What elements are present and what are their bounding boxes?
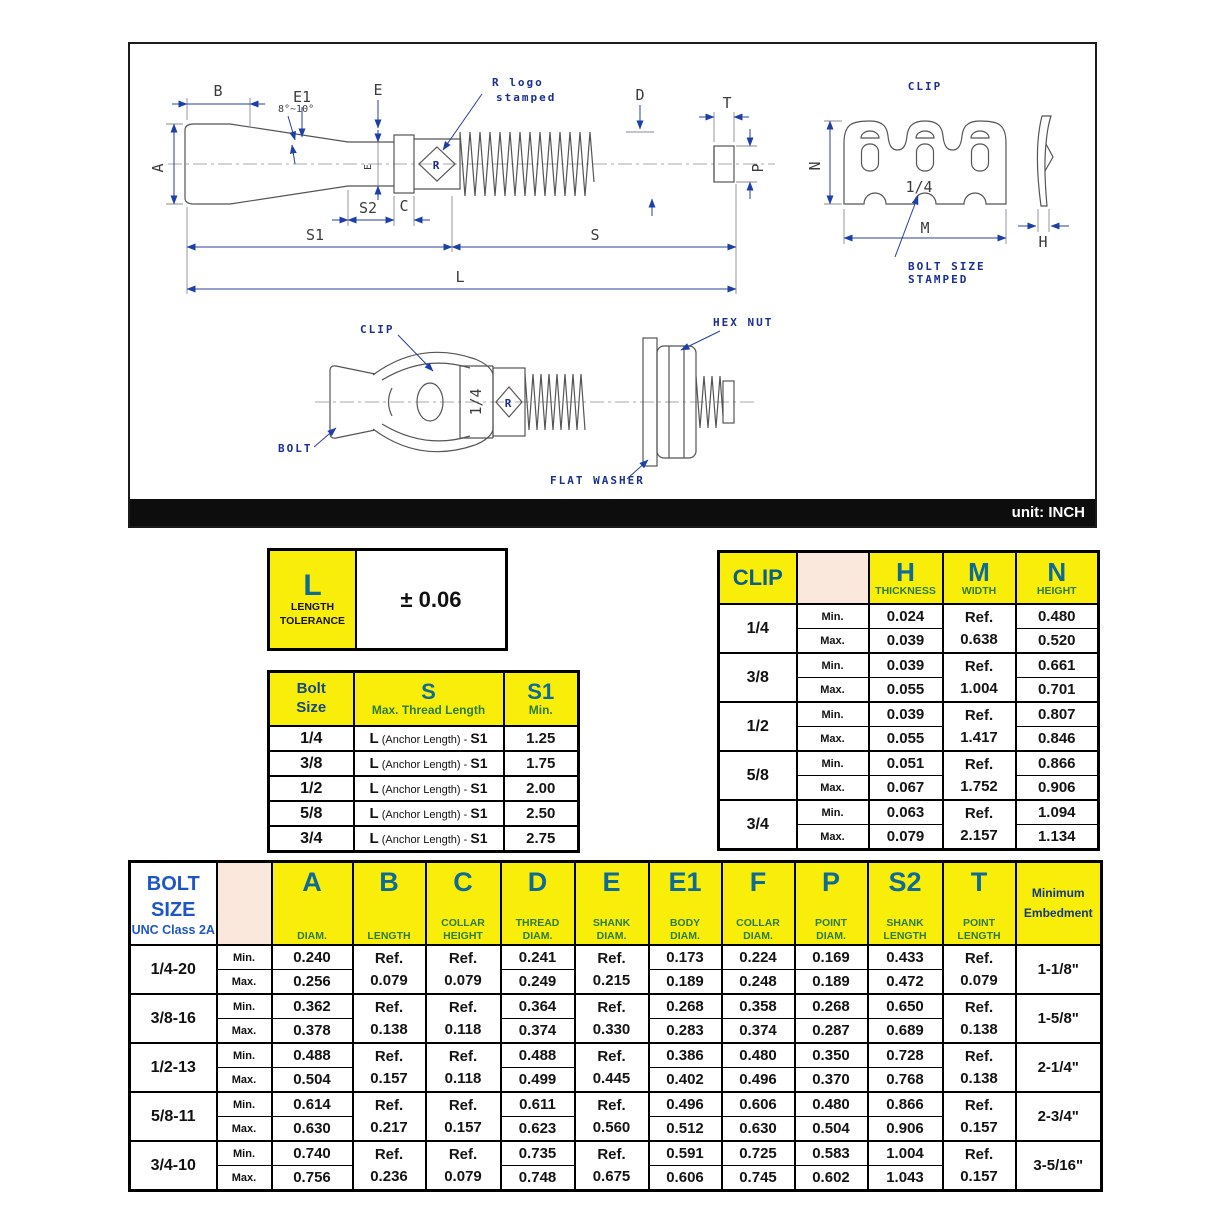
t-ref: Ref. 0.157	[943, 1092, 1016, 1141]
p-min: 0.480	[795, 1092, 868, 1117]
bolt-profile-drawing	[168, 124, 775, 204]
unit-bar	[130, 499, 1095, 526]
clip-table-title-cell: CLIP	[719, 552, 797, 605]
f-max: 0.630	[722, 1117, 795, 1142]
n-max: 0.906	[1016, 776, 1099, 801]
s2-min: 0.433	[868, 945, 943, 970]
a-max: 0.756	[272, 1166, 353, 1191]
tolerance-label-line2: TOLERANCE	[279, 614, 346, 627]
dim-S2: S2	[358, 199, 378, 217]
dim-angle: 8°~10°	[278, 104, 315, 115]
table-row	[269, 776, 579, 801]
n-min: 0.661	[1016, 653, 1099, 678]
max-label: Max.	[217, 970, 272, 995]
clip-size-cell: 1/4	[719, 604, 797, 653]
e1-max: 0.283	[649, 1019, 722, 1044]
s2-max: 0.768	[868, 1068, 943, 1093]
n-min: 0.807	[1016, 702, 1099, 727]
col-P-header: P POINT DIAM.	[795, 862, 868, 946]
a-min: 0.362	[272, 994, 353, 1019]
main-title-cell: BOLT SIZE UNC Class 2A	[130, 862, 217, 946]
bolt-size-cell: 3/4	[269, 826, 354, 852]
dim-E-rotated: E	[363, 163, 374, 171]
max-label: Max.	[797, 629, 869, 654]
dim-E: E	[373, 81, 383, 99]
h-min: 0.063	[869, 800, 943, 825]
table-row	[719, 702, 1099, 727]
b-ref: Ref. 0.079	[353, 945, 426, 994]
blank-cell	[217, 862, 272, 946]
s2-max: 0.472	[868, 970, 943, 995]
f-min: 0.480	[722, 1043, 795, 1068]
a-max: 0.630	[272, 1117, 353, 1142]
callout-clip: CLIP	[360, 323, 395, 336]
callout-flat-washer: FLAT WASHER	[550, 474, 645, 487]
s1-min-cell: 1.75	[504, 751, 579, 776]
n-max: 0.520	[1016, 629, 1099, 654]
col-D-header: D THREAD DIAM.	[501, 862, 575, 946]
s1-min-cell: 2.50	[504, 801, 579, 826]
table-row	[130, 1141, 1102, 1166]
c-ref: Ref. 0.118	[426, 1043, 501, 1092]
clip-size-cell: 1/2	[719, 702, 797, 751]
r-logo-callout-line2: stamped	[496, 91, 557, 104]
c-ref: Ref. 0.079	[426, 945, 501, 994]
min-label: Min.	[217, 994, 272, 1019]
s2-max: 0.906	[868, 1117, 943, 1142]
f-min: 0.606	[722, 1092, 795, 1117]
bolt-dimensions	[149, 76, 767, 294]
blank-cell	[797, 552, 869, 605]
d-min: 0.735	[501, 1141, 575, 1166]
p-max: 0.189	[795, 970, 868, 995]
s2-max: 1.043	[868, 1166, 943, 1191]
formula-cell: L (Anchor Length) - S1	[354, 776, 504, 801]
s2-min: 0.650	[868, 994, 943, 1019]
d-min: 0.611	[501, 1092, 575, 1117]
p-min: 0.169	[795, 945, 868, 970]
min-label: Min.	[217, 945, 272, 970]
bolt-size-cell: 1/4	[269, 726, 354, 751]
b-ref: Ref. 0.217	[353, 1092, 426, 1141]
min-label: Min.	[217, 1092, 272, 1117]
min-label: Min.	[797, 800, 869, 825]
p-max: 0.287	[795, 1019, 868, 1044]
r-logo-glyph: R	[432, 159, 442, 172]
dim-S1: S1	[305, 226, 325, 244]
f-min: 0.725	[722, 1141, 795, 1166]
table-row	[130, 994, 1102, 1019]
p-max: 0.504	[795, 1117, 868, 1142]
embedment-cell: 2-3/4"	[1016, 1092, 1102, 1141]
n-min: 0.866	[1016, 751, 1099, 776]
anchor-technical-drawing	[130, 44, 1095, 499]
n-max: 1.134	[1016, 825, 1099, 850]
n-max: 0.846	[1016, 727, 1099, 752]
h-max: 0.079	[869, 825, 943, 850]
n-min: 1.094	[1016, 800, 1099, 825]
dim-N: N	[806, 161, 824, 171]
dim-D: D	[635, 86, 645, 104]
p-min: 0.350	[795, 1043, 868, 1068]
e1-min: 0.591	[649, 1141, 722, 1166]
t-ref: Ref. 0.138	[943, 994, 1016, 1043]
min-label: Min.	[797, 653, 869, 678]
f-min: 0.224	[722, 945, 795, 970]
col-E1-header: E1 BODY DIAM.	[649, 862, 722, 946]
e-ref: Ref. 0.215	[575, 945, 649, 994]
min-label: Min.	[797, 751, 869, 776]
min-label: Min.	[217, 1141, 272, 1166]
d-max: 0.249	[501, 970, 575, 995]
clip-size-cell: 3/8	[719, 653, 797, 702]
bolt-size-stamped-line2: STAMPED	[908, 273, 969, 286]
max-label: Max.	[797, 825, 869, 850]
assembly-r-glyph: R	[504, 397, 514, 410]
e1-max: 0.512	[649, 1117, 722, 1142]
d-min: 0.488	[501, 1043, 575, 1068]
s1-min-cell: 2.00	[504, 776, 579, 801]
col-A-header: A DIAM.	[272, 862, 353, 946]
bolt-size-cell: 3/4-10	[130, 1141, 217, 1191]
h-min: 0.051	[869, 751, 943, 776]
formula-cell: L (Anchor Length) - S1	[354, 826, 504, 852]
t-ref: Ref. 0.157	[943, 1141, 1016, 1191]
max-label: Max.	[217, 1117, 272, 1142]
table-row	[130, 1092, 1102, 1117]
embedment-cell: 2-1/4"	[1016, 1043, 1102, 1092]
e-ref: Ref. 0.675	[575, 1141, 649, 1191]
dim-S: S	[590, 226, 600, 244]
h-max: 0.055	[869, 727, 943, 752]
m-ref: Ref. 1.752	[943, 751, 1016, 800]
unit-label: unit: INCH	[1011, 504, 1085, 521]
clip-detail-drawing	[806, 80, 1069, 286]
tolerance-header-cell	[269, 550, 357, 650]
h-min: 0.039	[869, 702, 943, 727]
bolt-size-cell: 1/2	[269, 776, 354, 801]
s2-min: 1.004	[868, 1141, 943, 1166]
table-row	[719, 751, 1099, 776]
c-ref: Ref. 0.118	[426, 994, 501, 1043]
f-max: 0.745	[722, 1166, 795, 1191]
tolerance-letter: L	[303, 569, 322, 603]
e1-min: 0.268	[649, 994, 722, 1019]
bolt-size-cell: 5/8	[269, 801, 354, 826]
dim-C: C	[399, 197, 409, 215]
dim-H: H	[1038, 233, 1048, 251]
thread-col1-header: Bolt Size	[269, 672, 354, 727]
clip-size-cell: 5/8	[719, 751, 797, 800]
table-row	[719, 800, 1099, 825]
a-min: 0.740	[272, 1141, 353, 1166]
m-ref: Ref. 2.157	[943, 800, 1016, 850]
p-min: 0.583	[795, 1141, 868, 1166]
formula-cell: L (Anchor Length) - S1	[354, 751, 504, 776]
t-ref: Ref. 0.079	[943, 945, 1016, 994]
dim-M: M	[920, 219, 930, 237]
min-label: Min.	[797, 604, 869, 629]
a-min: 0.614	[272, 1092, 353, 1117]
h-min: 0.024	[869, 604, 943, 629]
p-min: 0.268	[795, 994, 868, 1019]
table-row	[130, 1043, 1102, 1068]
e1-max: 0.189	[649, 970, 722, 995]
clip-col-h-header: H THICKNESS	[869, 552, 943, 605]
h-max: 0.067	[869, 776, 943, 801]
t-ref: Ref. 0.138	[943, 1043, 1016, 1092]
r-logo-callout-line1: R logo	[492, 76, 544, 89]
c-ref: Ref. 0.079	[426, 1141, 501, 1191]
col-E-header: E SHANK DIAM.	[575, 862, 649, 946]
a-min: 0.488	[272, 1043, 353, 1068]
d-max: 0.499	[501, 1068, 575, 1093]
bolt-size-cell: 1/2-13	[130, 1043, 217, 1092]
max-label: Max.	[797, 678, 869, 703]
length-tolerance-table	[267, 548, 508, 651]
s2-min: 0.728	[868, 1043, 943, 1068]
c-ref: Ref. 0.157	[426, 1092, 501, 1141]
bolt-size-cell: 5/8-11	[130, 1092, 217, 1141]
dim-E1: E1	[292, 88, 312, 106]
assembly-stamp-size: 1/4	[467, 388, 485, 416]
f-max: 0.496	[722, 1068, 795, 1093]
tolerance-label-line1: LENGTH	[290, 601, 335, 614]
max-label: Max.	[217, 1068, 272, 1093]
col-C-header: C COLLAR HEIGHT	[426, 862, 501, 946]
callout-bolt: BOLT	[278, 442, 313, 455]
f-max: 0.248	[722, 970, 795, 995]
b-ref: Ref. 0.138	[353, 994, 426, 1043]
tolerance-value: ± 0.06	[400, 586, 462, 612]
tolerance-value-cell	[356, 550, 507, 650]
bolt-size-cell: 3/8	[269, 751, 354, 776]
e1-min: 0.386	[649, 1043, 722, 1068]
e-ref: Ref. 0.445	[575, 1043, 649, 1092]
h-max: 0.055	[869, 678, 943, 703]
clip-col-m-header: M WIDTH	[943, 552, 1016, 605]
table-row	[269, 726, 579, 751]
col-T-header: T POINT LENGTH	[943, 862, 1016, 946]
table-row	[269, 826, 579, 852]
bolt-dimensions-table	[128, 860, 1103, 1192]
e1-min: 0.173	[649, 945, 722, 970]
thread-length-table	[267, 670, 580, 853]
f-max: 0.374	[722, 1019, 795, 1044]
table-row	[719, 604, 1099, 629]
s1-min-cell: 2.75	[504, 826, 579, 852]
a-max: 0.378	[272, 1019, 353, 1044]
bolt-size-stamped-line1: BOLT SIZE	[908, 260, 986, 273]
f-min: 0.358	[722, 994, 795, 1019]
bolt-size-cell: 1/4-20	[130, 945, 217, 994]
dim-P: P	[749, 163, 767, 173]
clip-col-n-header: N HEIGHT	[1016, 552, 1099, 605]
d-max: 0.623	[501, 1117, 575, 1142]
n-max: 0.701	[1016, 678, 1099, 703]
dim-T: T	[722, 94, 732, 112]
a-max: 0.504	[272, 1068, 353, 1093]
s2-max: 0.689	[868, 1019, 943, 1044]
d-min: 0.364	[501, 994, 575, 1019]
max-label: Max.	[217, 1019, 272, 1044]
clip-size-cell: 3/4	[719, 800, 797, 850]
dim-L: L	[455, 268, 465, 286]
table-row	[130, 945, 1102, 970]
thread-col2-header: S Max. Thread Length	[354, 672, 504, 727]
h-max: 0.039	[869, 629, 943, 654]
dim-A: A	[149, 163, 167, 173]
s2-min: 0.866	[868, 1092, 943, 1117]
clip-view-title: CLIP	[907, 80, 943, 93]
table-row	[269, 801, 579, 826]
d-min: 0.241	[501, 945, 575, 970]
m-ref: Ref. 1.417	[943, 702, 1016, 751]
max-label: Max.	[797, 727, 869, 752]
col-S2-header: S2 SHANK LENGTH	[868, 862, 943, 946]
clip-dimensions-table	[717, 550, 1100, 851]
d-max: 0.748	[501, 1166, 575, 1191]
a-max: 0.256	[272, 970, 353, 995]
b-ref: Ref. 0.236	[353, 1141, 426, 1191]
e1-max: 0.606	[649, 1166, 722, 1191]
b-ref: Ref. 0.157	[353, 1043, 426, 1092]
table-row	[269, 751, 579, 776]
h-min: 0.039	[869, 653, 943, 678]
dim-B: B	[213, 82, 223, 100]
assembly-drawing	[278, 316, 773, 487]
e-ref: Ref. 0.330	[575, 994, 649, 1043]
col-F-header: F COLLAR DIAM.	[722, 862, 795, 946]
thread-col3-header: S1 Min.	[504, 672, 579, 727]
max-label: Max.	[797, 776, 869, 801]
table-row	[719, 653, 1099, 678]
col-B-header: B LENGTH	[353, 862, 426, 946]
e1-max: 0.402	[649, 1068, 722, 1093]
min-label: Min.	[217, 1043, 272, 1068]
s1-min-cell: 1.25	[504, 726, 579, 751]
embedment-cell: 1-1/8"	[1016, 945, 1102, 994]
p-max: 0.602	[795, 1166, 868, 1191]
bolt-size-cell: 3/8-16	[130, 994, 217, 1043]
embedment-cell: 3-5/16"	[1016, 1141, 1102, 1191]
p-max: 0.370	[795, 1068, 868, 1093]
m-ref: Ref. 0.638	[943, 604, 1016, 653]
drawing-panel	[128, 42, 1097, 528]
formula-cell: L (Anchor Length) - S1	[354, 726, 504, 751]
min-label: Min.	[797, 702, 869, 727]
clip-stamp-size: 1/4	[905, 178, 933, 196]
formula-cell: L (Anchor Length) - S1	[354, 801, 504, 826]
max-label: Max.	[217, 1166, 272, 1191]
embedment-cell: 1-5/8"	[1016, 994, 1102, 1043]
a-min: 0.240	[272, 945, 353, 970]
m-ref: Ref. 1.004	[943, 653, 1016, 702]
d-max: 0.374	[501, 1019, 575, 1044]
e1-min: 0.496	[649, 1092, 722, 1117]
e-ref: Ref. 0.560	[575, 1092, 649, 1141]
col-embedment-header: Minimum Embedment	[1016, 862, 1102, 946]
callout-hex-nut: HEX NUT	[713, 316, 774, 329]
n-min: 0.480	[1016, 604, 1099, 629]
